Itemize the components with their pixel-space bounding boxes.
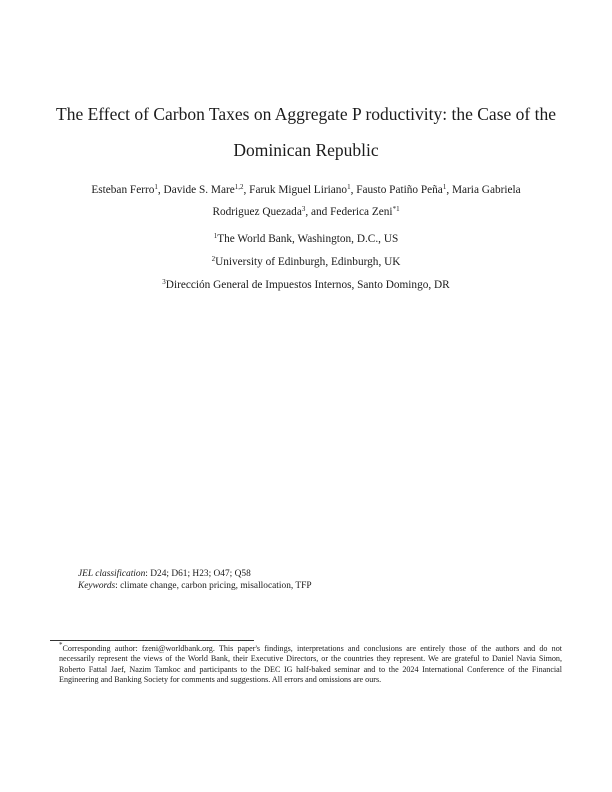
jel-codes: D24; D61; H23; O47; Q58	[150, 569, 251, 579]
author-name: Fausto Patiño Peña	[356, 184, 443, 196]
paper-title-line-1: The Effect of Carbon Taxes on Aggregate P roductivity: the Case of the	[56, 104, 556, 124]
author-list-line-2: Rodriguez Quezada$^3$, and Federica Zeni$^{*1}$	[212, 205, 400, 218]
jel-label: JEL classification	[78, 569, 146, 579]
author-affiliation-mark: 3	[301, 205, 306, 213]
affiliation-text: University of Edinburgh, Edinburgh, UK	[215, 256, 401, 268]
author-name: Esteban Ferro	[91, 184, 155, 196]
author-affiliation-mark: 1	[442, 183, 447, 191]
author-affiliation-mark: 1	[347, 183, 351, 191]
keywords-text: climate change, carbon pricing, misallocation, TFP	[120, 581, 312, 591]
footnote	[50, 641, 562, 685]
jel-classification: JEL classification: D24; D61; H23; O47; Q58	[78, 569, 251, 579]
author-name: Davide S. Mare	[163, 184, 235, 196]
paper-title-line-2: Dominican Republic	[233, 140, 379, 160]
author-list-line-1: Esteban Ferro$^1$, Davide S. Mare$^{1,2}$, Faruk Miguel Liriano$^1$, Fausto Patiño Peña$^1$, Maria Gabriela	[91, 183, 521, 196]
footnote-text: Corresponding author: fzeni@worldbank.org. This paper's findings, interpretations and conclusions are entirely those of the authors and do not necessarily represent the views of the World Bank, their Executive Directors, or the countries they represent. We are grateful to Daniel Navia Simon, Roberto Fattal Jaef, Nazim Tamkoc and participants to the DEC IG half-baked seminar and to the 2024 International Conference of the Financial Engineering and Banking Society for comments and suggestions. All errors and omissions are ours.	[59, 644, 562, 684]
affiliation-number: 3	[162, 278, 166, 286]
author-affiliation-mark: *1	[392, 205, 400, 213]
affiliation-text: Dirección General de Impuestos Internos, Santo Domingo, DR	[165, 279, 450, 291]
author-affiliation-mark: 1	[154, 183, 158, 191]
affiliation-1	[40, 233, 572, 245]
author-name-part-1: Maria Gabriela	[451, 184, 521, 196]
author-name-part-2: Rodriguez Quezada	[212, 206, 302, 218]
footnote-rule	[50, 640, 254, 641]
affiliation-2	[40, 256, 572, 268]
affiliation-text: The World Bank, Washington, D.C., US	[217, 233, 399, 245]
author-name: Federica Zeni	[330, 206, 393, 218]
authors-conjunction: and	[311, 206, 328, 218]
footnote-marker: *	[59, 641, 63, 649]
affiliation-number: 1	[213, 232, 218, 240]
affiliation-number: 2	[211, 255, 216, 263]
keywords: Keywords: climate change, carbon pricing, misallocation, TFP	[78, 581, 312, 591]
keywords-label: Keywords	[78, 581, 116, 591]
affiliation-3	[40, 279, 572, 291]
author-affiliation-mark: 1,2	[234, 183, 244, 191]
author-name: Faruk Miguel Liriano	[249, 184, 348, 196]
